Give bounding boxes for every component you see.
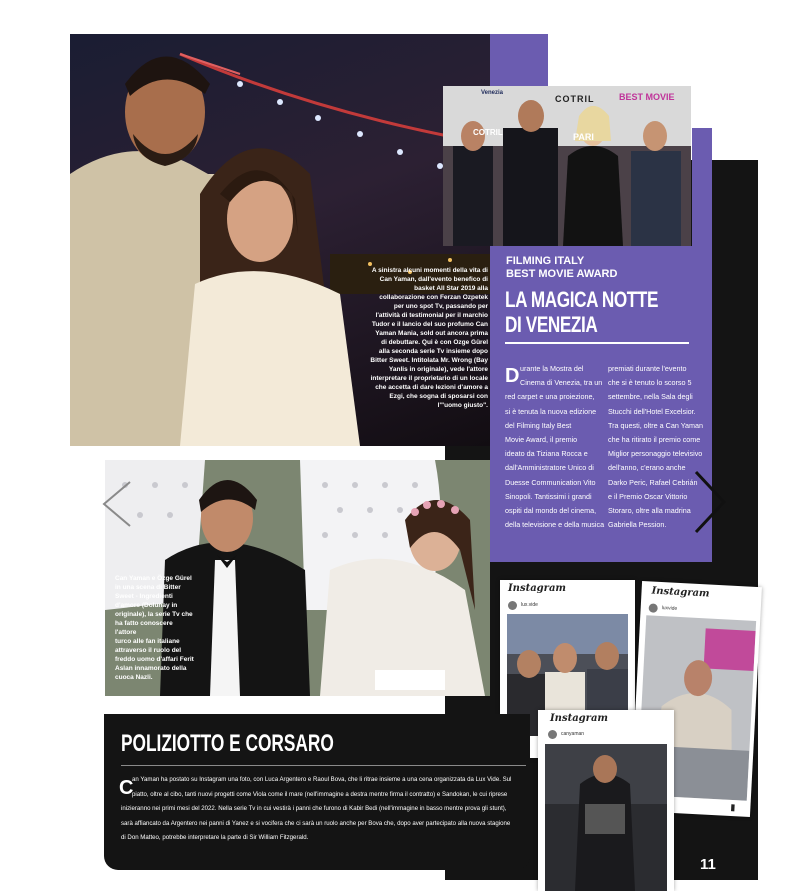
- feature-box-line: an Yaman ha postato su Instagram una foto, con Luca Argentero e Raoul Bova, che li ritrae insieme a una cena organizzata da Lux Vide. Sul: [132, 776, 512, 783]
- article-kicker-2: BEST MOVIE AWARD: [506, 268, 618, 280]
- photo2-caption-line: Sweet - Ingredienti: [115, 593, 173, 600]
- article-col1-line: ospiti dal mondo del cinema,: [505, 506, 597, 516]
- article-col2-line: Gabriella Pession.: [608, 520, 667, 530]
- article-kicker-1: FILMING ITALY: [506, 255, 585, 267]
- photo2-caption: [115, 574, 195, 682]
- article-col2-line: dell'anno, c'erano anche: [608, 463, 686, 473]
- article-col2-line: e il Premio Oscar Vittorio: [608, 491, 688, 501]
- article-col1-line: red carpet e una proiezione,: [505, 392, 595, 402]
- article-title-1: LA MAGICA NOTTE: [505, 287, 659, 312]
- page-number: 11: [700, 856, 716, 873]
- photo2-caption-line: freddo uomo d'affari Ferit: [115, 656, 194, 663]
- article-col1-line: Movie Award, il premio: [505, 435, 578, 445]
- article-col1-line: della televisione e della musica: [505, 520, 605, 530]
- photo2-caption-line: in una scena di Bitter: [115, 584, 181, 591]
- article-col2-line: Storaro, oltre alla madrina: [608, 506, 691, 516]
- photo2-caption-line: d'amore (Dolunay in: [115, 602, 178, 609]
- article-col2-line: Tra questi, oltre a Can Yaman: [608, 420, 703, 430]
- article-col2-line: che si è tenuto lo scorso 5: [608, 378, 692, 388]
- avatar: [648, 603, 657, 612]
- article-col1-line: del Filming Italy Best: [505, 420, 572, 430]
- article-col1-line: Sinopoli. Tantissimi i grandi: [505, 491, 592, 501]
- article-col1-line: dall'Amministratore Unico di: [505, 463, 594, 473]
- bookmark-icon[interactable]: ▮: [730, 801, 736, 813]
- instagram-photo-stunt: [545, 744, 667, 891]
- feature-box-line: piatto, oltre al cibo, tanti nuovi progetti come Viola come il mare (nell'immagine a destra mentre firma il contratto) e Sandokan, le cui riprese: [132, 790, 508, 798]
- event-banner-word-1: Venezia: [481, 90, 504, 96]
- article-col2-line: Miglior personaggio televisivo: [608, 449, 703, 459]
- article-col2-line: settembre, nella Sala degli: [608, 392, 693, 402]
- article-col2-line: premiati durante l'evento: [608, 364, 687, 373]
- feature-box-line: inizieranno nei primi mesi del 2022. Nella serie Tv in cui vestirà i panni che furono di Kabir Bedi (nell'immagine in basso mentre prova gli stunt),: [121, 805, 507, 812]
- feature-box-rule: [121, 765, 526, 766]
- article-column-1: [505, 362, 605, 532]
- feature-box-dropcap: C: [119, 777, 134, 799]
- feature-box-text: [121, 773, 521, 846]
- event-banner-word-3: BEST MOVIE: [619, 92, 675, 102]
- instagram-username: lux.vide: [521, 602, 538, 608]
- chevron-left-icon: [98, 480, 138, 528]
- event-banner-word-2: COTRIL: [555, 94, 595, 104]
- article-col2-line: che ha ritirato il premio come: [608, 435, 701, 445]
- photo2-caption-line: ha fatto conoscere l'attore: [115, 620, 173, 636]
- photo2-caption-line: Aslan innamorato della: [115, 665, 187, 672]
- instagram-post-3: [538, 710, 674, 891]
- purple-stripe: [490, 34, 548, 89]
- article-col1-line: si è tenuta la nuova edizione: [505, 406, 597, 416]
- instagram-logo: Instagram: [550, 713, 608, 724]
- photo2-caption-line: turco alle fan italiane: [115, 638, 180, 645]
- carousel-prev-button[interactable]: [98, 480, 138, 528]
- photo-event-red-carpet: [443, 86, 691, 246]
- article-col2-line: Stucchi dell'Hotel Excelsior.: [608, 406, 696, 416]
- instagram-logo: Instagram: [651, 585, 710, 600]
- avatar: [508, 601, 517, 610]
- chevron-right-icon: [690, 470, 730, 534]
- photo2-caption-line: cuoca Nazli.: [115, 674, 153, 681]
- event-banner-word-5: PARI: [573, 132, 594, 142]
- feature-box-line: sarà affiancato da Argentero nei panni di Yanez e si vociferа che ci sarà un ruolo anche per Bova che, dopo aver partecipato alla nuova stagione: [121, 819, 511, 827]
- photo2-caption-line: originale), la serie Tv che: [115, 611, 193, 618]
- photo2-caption-line: attraverso il ruolo del: [115, 647, 182, 654]
- carousel-next-button[interactable]: [690, 470, 730, 534]
- article-col1-line: urante la Mostra del: [520, 364, 584, 373]
- photo-couple-night: [70, 34, 490, 446]
- article-dropcap: D: [505, 365, 520, 387]
- photo1-caption: A sinistra alcuni momenti della vita di Can Yaman, dall'evento benefico di basket All Star 2019 alla collaborazione con Ferzan Ozpetek per uno spot Tv, passando per l'attività di testimonial per il marchio Tudor e il lancio del suo profumo Can Yaman Mania, sold out ancora prima di debuttare. Qui è con Ozge Gürel alla seconda serie Tv insieme dopo Bitter Sweet. Intitolata Mr. Wrong (Bay Yanlis in originale), vede l'attore interpretare il proprietario di un locale che accetta di dare lezioni d'amore a Ezgi, che sogna di sposarsi con l'"uomo giusto".: [370, 267, 488, 409]
- article-rule: [505, 342, 689, 344]
- avatar: [548, 730, 557, 739]
- article-col1-line: Duesse Communication Vito: [505, 477, 596, 487]
- instagram-logo: Instagram: [508, 583, 566, 594]
- instagram-username: canyaman: [561, 731, 585, 737]
- event-illustration: [443, 86, 691, 246]
- feature-box-line: di Don Matteo, potrebbe interpretare la parte di Sir William Fitzgerald.: [121, 834, 309, 841]
- article-col2-line: Darko Peric, Rafael Cebrián: [608, 477, 698, 487]
- article-title-2: DI VENEZIA: [505, 312, 598, 337]
- instagram-username: luxvide: [661, 605, 678, 612]
- event-banner-word-4: COTRIL: [473, 128, 503, 137]
- feature-box-title: POLIZIOTTO E CORSARO: [121, 730, 334, 757]
- photo2-caption-line: Can Yaman e Özge Gürel: [115, 575, 192, 582]
- article-col1-line: Cinema di Venezia, tra un: [520, 378, 603, 388]
- article-col1-line: ideato da Tiziana Rocca e: [505, 449, 588, 459]
- stunt-illustration: [545, 744, 667, 891]
- article-panel-top: [692, 128, 712, 246]
